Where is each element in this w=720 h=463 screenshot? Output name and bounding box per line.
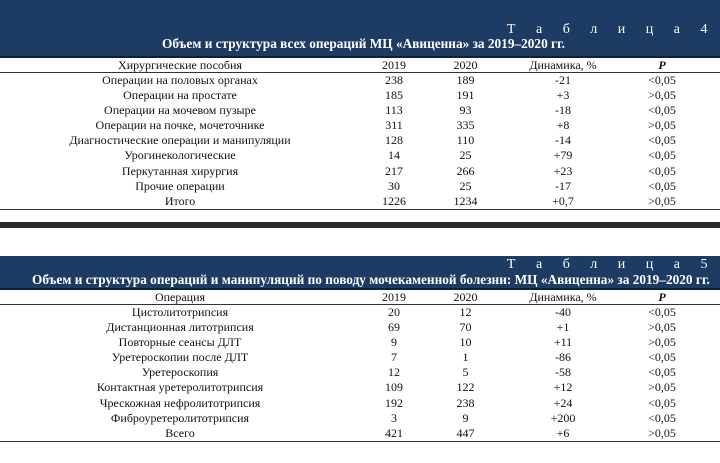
table-cell: <0,05 [648,103,676,118]
table-cell: 113 [385,103,403,118]
table-row [0,133,720,148]
table-cell: +1 [556,320,570,335]
table-cell: Повторные сеансы ДЛТ [118,335,242,350]
table-cell: 110 [456,133,475,148]
table-cell: +23 [553,163,573,178]
table-cell: -14 [555,133,571,148]
table-cell: Диагностические операции и манипуляции [69,133,291,148]
table-cell: Чрескожная нефролитотрипсия [99,395,261,410]
table-4-header [0,0,720,58]
table-row [0,118,720,133]
table-5-title: Объем и структура операций и манипуляций по поводу мочекаменной болезни: МЦ «Авиценна» за 2019–2020 гг. [32,272,710,287]
table-cell: 12 [388,365,400,380]
table-cell: 192 [385,395,403,410]
table-cell: <0,05 [648,178,676,193]
table-cell: Уретероскопии после ДЛТ [111,350,249,365]
table-cell: Итого [164,193,196,208]
table-row [0,335,720,350]
table-header-row [0,58,720,73]
table-cell: 7 [391,350,397,365]
column-header: 2019 [382,58,406,72]
table-cell: 1234 [453,193,478,208]
table-row [0,148,720,163]
table-row [0,426,720,441]
table-cell: +200 [550,410,576,425]
table-row [0,396,720,411]
table-cell: Операции на простате [123,88,237,103]
table-row [0,380,720,395]
table-cell: 5 [462,365,469,380]
table-cell: 10 [459,335,472,350]
table-cell: -40 [555,305,571,319]
table-cell: Уретероскопия [141,365,219,380]
table-cell: >0,05 [648,88,676,103]
table-cell: 12 [459,305,472,319]
table-cell: 9 [462,410,469,425]
column-header: P [658,290,666,304]
table-cell: 25 [459,178,472,193]
table-cell: 30 [388,178,400,193]
table-cell: Операции на почке, мочеточнике [95,118,265,133]
table-cell: -18 [555,103,571,118]
table-cell: 185 [385,88,403,103]
table-cell: Урогинекологические [124,148,236,163]
table-row [0,179,720,194]
table-cell: <0,05 [648,305,676,319]
table-cell: +6 [556,425,570,440]
table-row [0,350,720,365]
table-row [0,88,720,103]
table-cell: >0,05 [648,320,676,335]
table-4-title: Объем и структура всех операций МЦ «Авиценна» за 2019–2020 гг. [162,36,565,51]
table-cell: <0,05 [648,395,676,410]
table-cell: Перкутанная хирургия [121,163,239,178]
table-cell: 3 [391,410,397,425]
table-cell: 20 [388,305,400,319]
table-cell: Фиброуретеролитотрипсия [110,410,250,425]
column-header: Динамика, % [529,290,597,304]
table-row [0,320,720,335]
table-cell: <0,05 [648,410,676,425]
table-cell: +79 [553,148,573,163]
table-cell: -17 [555,178,571,193]
table-cell: 14 [388,148,400,163]
table-cell: 93 [459,103,472,118]
table-4-bottom-bar [0,222,720,228]
table-cell: Операции на мочевом пузыре [104,103,256,118]
table-cell: Дистанционная литотрипсия [106,320,254,335]
table-cell: 217 [385,163,403,178]
table-header-row [0,290,720,305]
table-cell: 335 [456,118,475,133]
table-cell: 266 [456,163,475,178]
table-cell: >0,05 [648,425,676,440]
column-header: 2019 [382,290,406,304]
table-cell: <0,05 [648,163,676,178]
table-4 [0,0,720,228]
table-row [0,365,720,380]
table-5 [0,256,720,454]
table-cell: 447 [456,425,475,440]
table-cell: >0,05 [648,335,676,350]
table-4-grid [0,58,720,209]
column-header: 2020 [453,58,478,72]
column-header: Хирургические пособия [118,58,242,72]
table-cell: <0,05 [648,73,676,87]
table-cell: 70 [459,320,472,335]
table-row [0,411,720,426]
table-cell: 1 [462,350,469,365]
table-cell: +3 [556,88,570,103]
table-cell: Цистолитотрипсия [131,305,229,319]
table-cell: +12 [553,380,573,395]
table-cell: +24 [553,395,573,410]
table-cell: <0,05 [648,148,676,163]
table-cell: 311 [385,118,403,133]
table-cell: <0,05 [648,365,676,380]
column-header: P [658,58,666,72]
table-cell: <0,05 [648,350,676,365]
table-cell: 238 [456,395,475,410]
table-row [0,164,720,179]
table-cell: -86 [555,350,571,365]
table-cell: 1226 [382,193,406,208]
table-cell: 109 [385,380,403,395]
table-cell: Всего [165,425,195,440]
table-cell: +11 [553,335,573,350]
column-header: Операция [154,290,206,304]
table-cell: 25 [459,148,472,163]
table-cell: Прочие операции [135,178,225,193]
table-cell: +0,7 [552,193,574,208]
table-row [0,73,720,88]
table-cell: 69 [388,320,400,335]
table-cell: Контактная уретеролитотрипсия [96,380,264,395]
table-cell: 122 [456,380,475,395]
table-cell: <0,05 [648,133,676,148]
column-header: 2020 [453,290,478,304]
table-cell: Операции на половых органах [102,73,258,87]
table-cell: >0,05 [648,118,676,133]
table-cell: >0,05 [648,193,676,208]
table-cell: 9 [391,335,397,350]
table-cell: 128 [385,133,403,148]
table-4-number: Т а б л и ц а 4 [506,22,716,37]
column-header: Динамика, % [529,58,597,72]
table-5-grid [0,290,720,441]
table-cell: 191 [456,88,475,103]
table-cell: 421 [385,425,403,440]
table-row [0,103,720,118]
table-cell: -21 [555,73,571,87]
table-5-number: Т а б л и ц а 5 [506,257,716,272]
table-5-header [0,256,720,290]
table-cell: 238 [385,73,403,87]
table-row [0,194,720,209]
table-cell: 189 [456,73,475,87]
table-cell: -58 [555,365,571,380]
table-cell: >0,05 [648,380,676,395]
table-cell: +8 [556,118,570,133]
table-row [0,305,720,320]
